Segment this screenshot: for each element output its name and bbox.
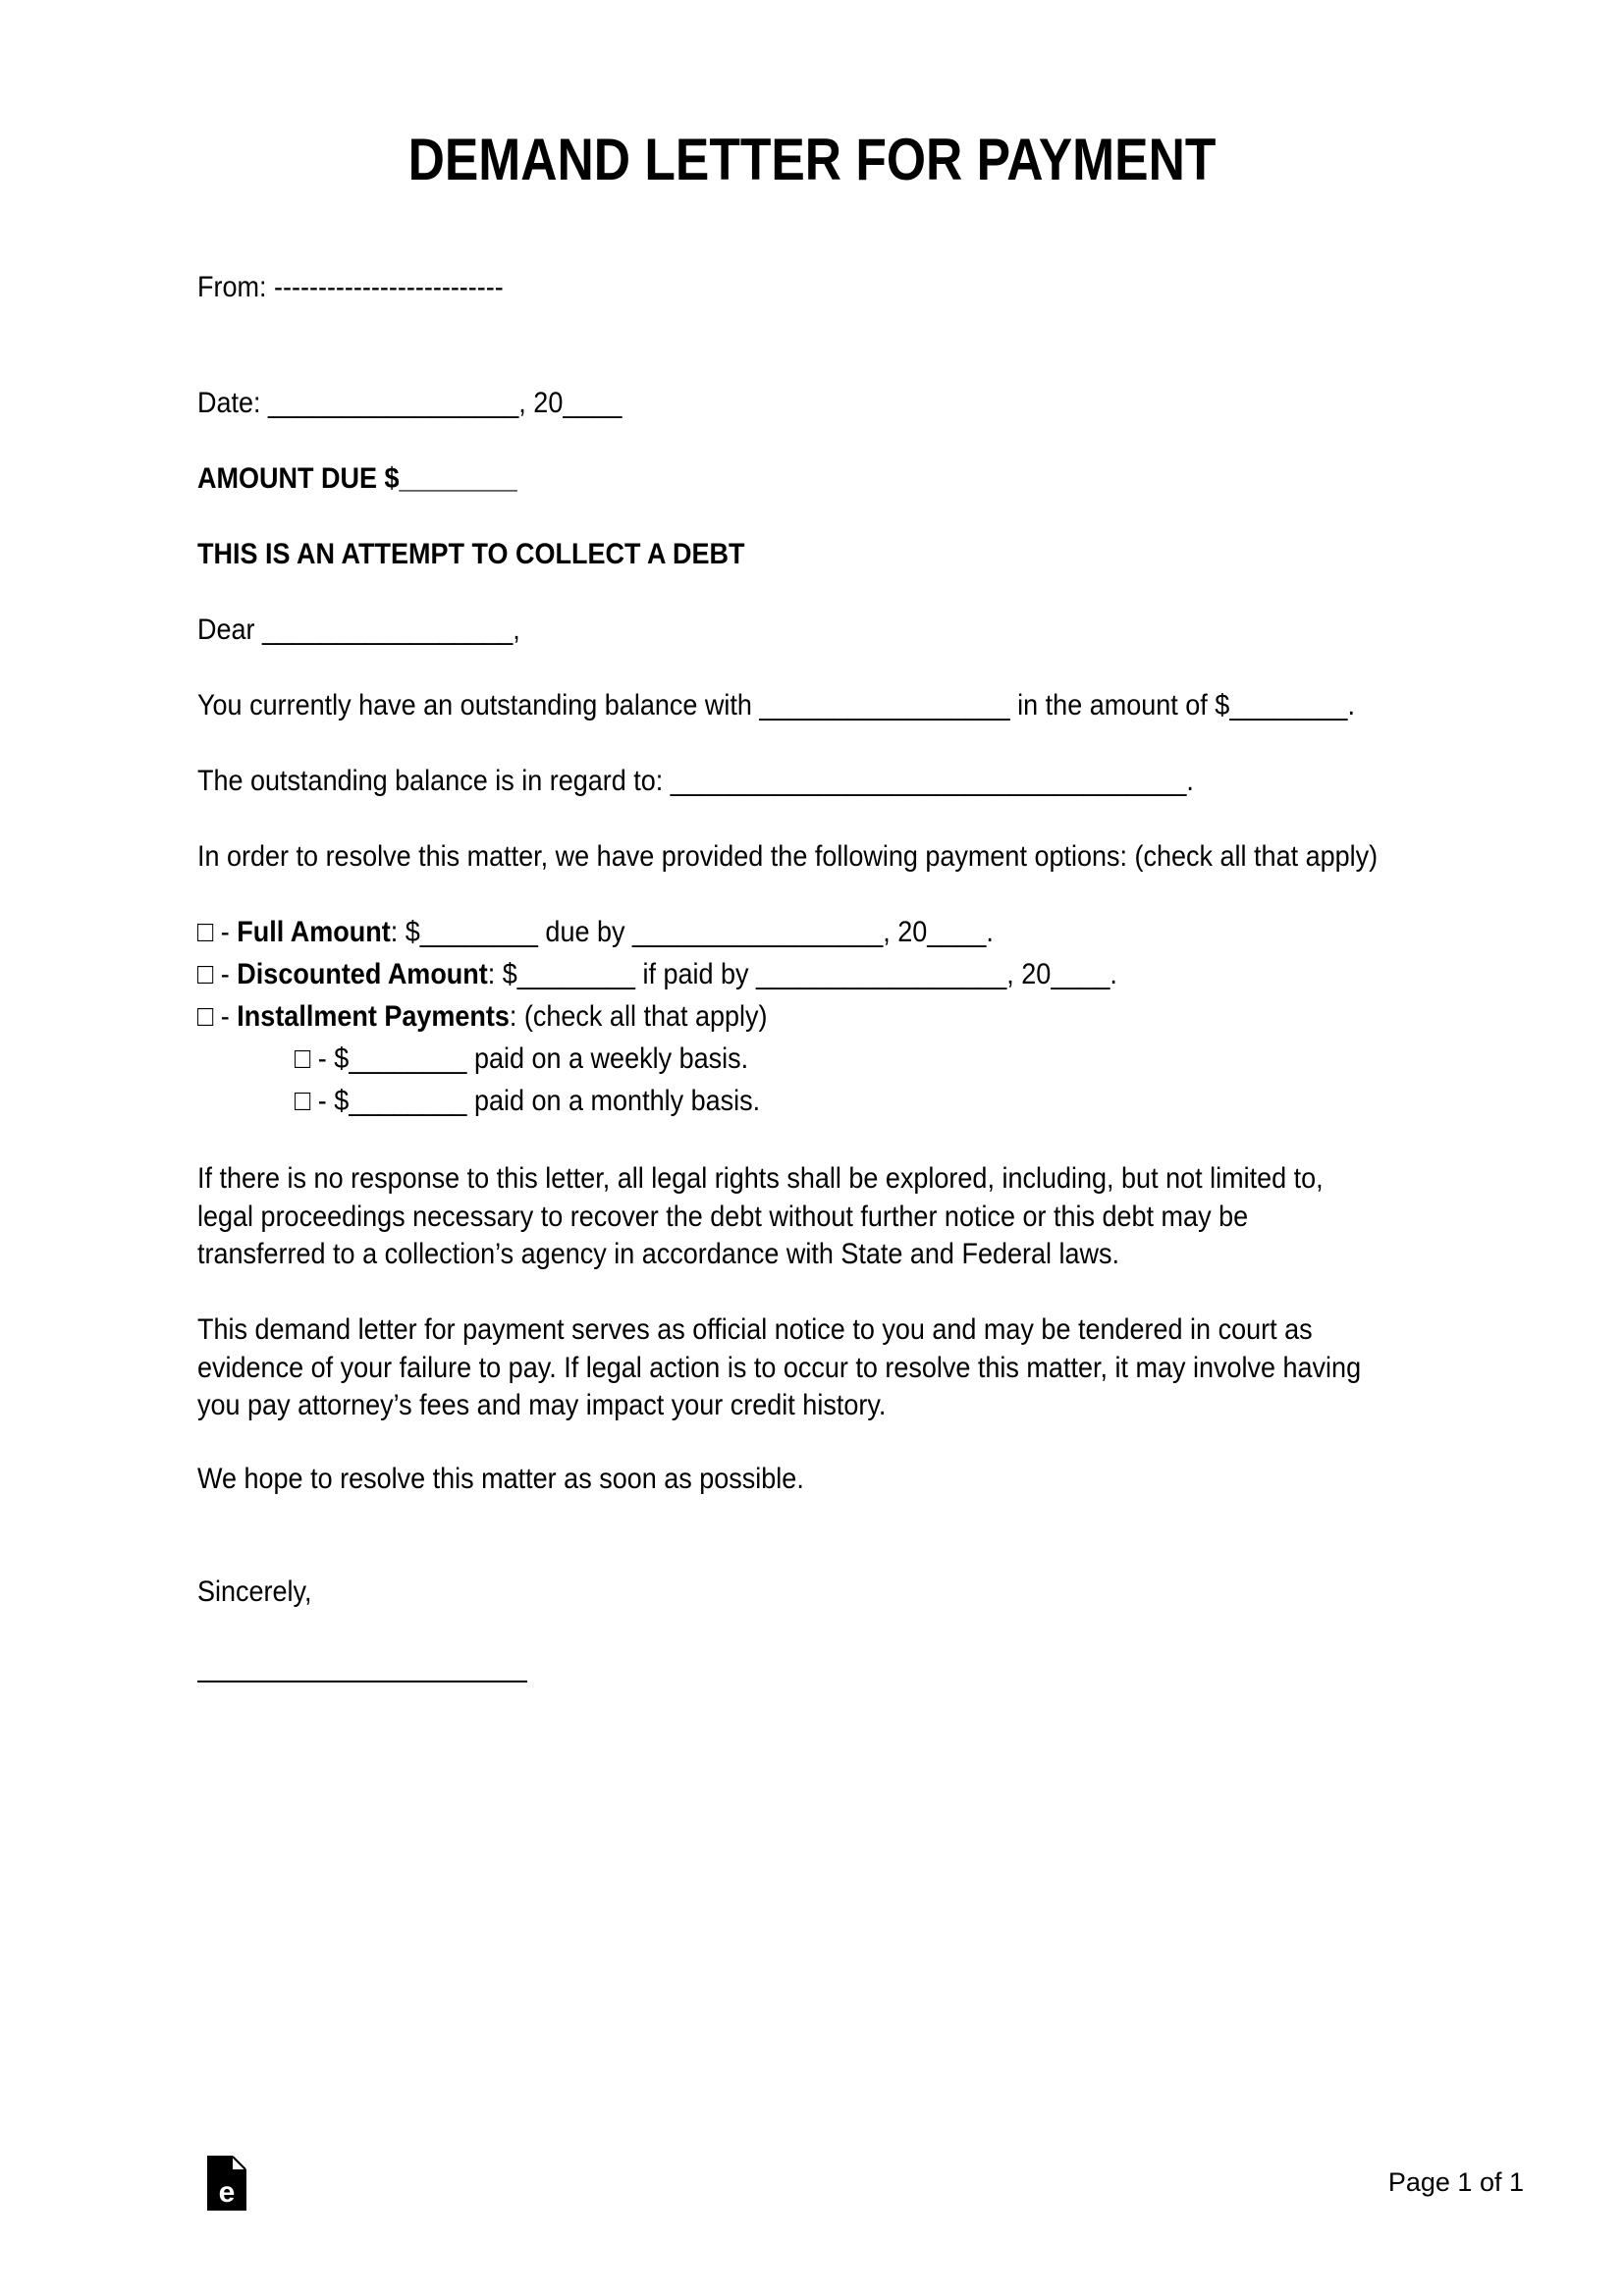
option-text: : $________ if paid by _________________, 20____.	[487, 958, 1117, 990]
installment-monthly: □ - $________ paid on a monthly basis.	[295, 1085, 761, 1117]
installment-weekly: □ - $________ paid on a weekly basis.	[295, 1042, 749, 1075]
document-e-logo-icon	[207, 2156, 246, 2211]
option-full-amount	[197, 916, 994, 949]
options-intro: In order to resolve this matter, we have provided the following payment options: (check all that apply)	[197, 840, 1379, 873]
svg-text:e: e	[218, 2176, 236, 2209]
option-installment-payments	[197, 1000, 768, 1034]
option-text: : (check all that apply)	[509, 1000, 768, 1033]
checkbox-icon[interactable]: □ -	[197, 958, 238, 990]
salutation: Dear _________________,	[197, 614, 520, 646]
date-line: Date: _________________, 20____	[197, 387, 623, 419]
checkbox-icon[interactable]: □ -	[197, 1000, 238, 1033]
page-number: Page 1 of 1	[1387, 2167, 1524, 2197]
signature-line	[197, 1681, 527, 1682]
legal-rights-paragraph: If there is no response to this letter, all legal rights shall be explored, including, but not limited to, legal proceedings necessary to recover the debt without further notice or this debt may be transferred to a collection’s agency in accordance with State and Federal laws.	[197, 1162, 1324, 1270]
from-line: From: --------------------------	[197, 271, 504, 303]
checkbox-icon[interactable]: □ -	[197, 916, 238, 948]
document-title: DEMAND LETTER FOR PAYMENT	[407, 127, 1217, 192]
option-discounted-amount	[197, 958, 1117, 991]
option-label: Discounted Amount	[237, 958, 488, 990]
option-label: Full Amount	[237, 916, 391, 948]
balance-line: You currently have an outstanding balance with _________________ in the amount of $________.	[197, 689, 1355, 721]
closing-hope: We hope to resolve this matter as soon as possible.	[197, 1463, 804, 1495]
regard-line: The outstanding balance is in regard to: ___________________________________.	[197, 765, 1194, 797]
debt-notice: THIS IS AN ATTEMPT TO COLLECT A DEBT	[197, 538, 745, 570]
official-notice-paragraph: This demand letter for payment serves as official notice to you and may be tendered in court as evidence of your failure to pay. If legal action is to occur to resolve this matter, it may involve having you pay attorney’s fees and may impact your credit history.	[197, 1313, 1362, 1421]
option-text: : $________ due by _________________, 20____.	[390, 916, 994, 948]
amount-due: AMOUNT DUE $________	[197, 462, 517, 495]
sign-off: Sincerely,	[197, 1575, 312, 1608]
option-label: Installment Payments	[237, 1000, 510, 1033]
